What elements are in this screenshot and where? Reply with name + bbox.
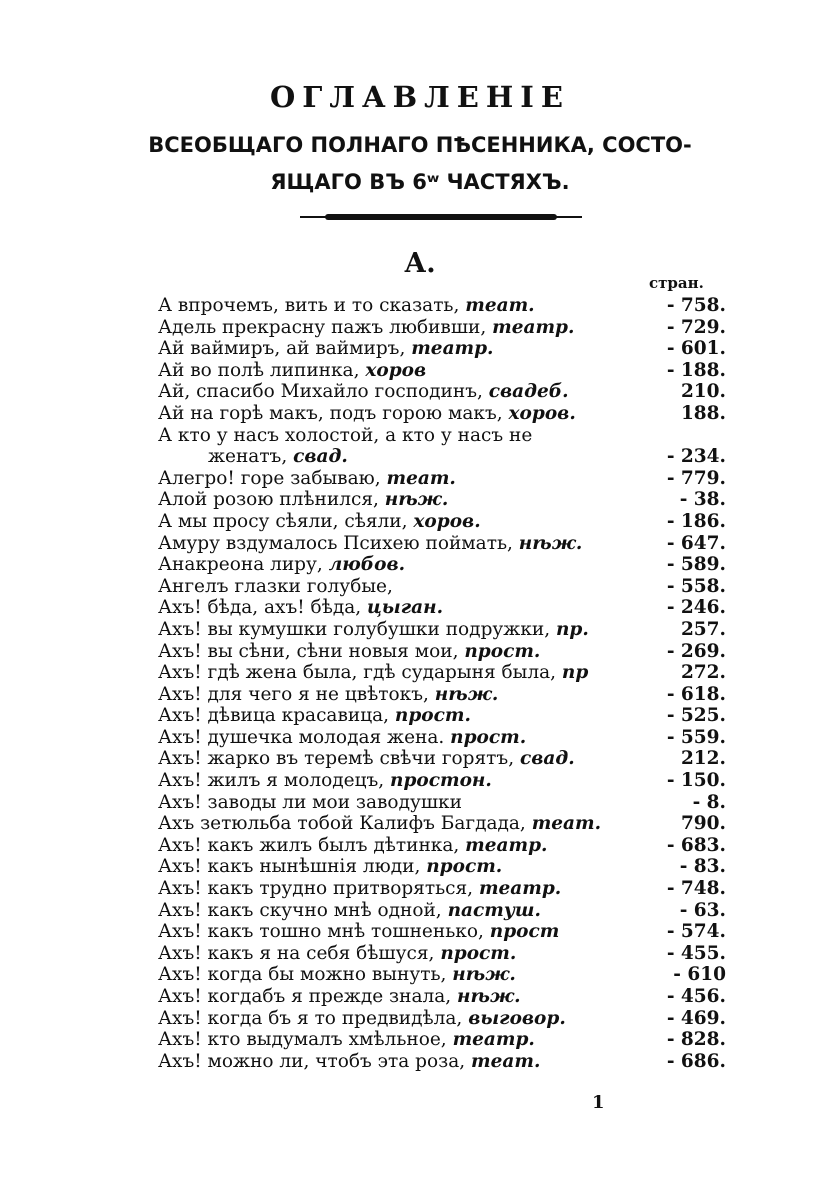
index-entries <box>158 295 728 1072</box>
index-entry <box>158 684 728 706</box>
entry-page-number: - 683. <box>666 834 726 856</box>
entry-title: Ай во полѣ липинка, <box>158 359 360 381</box>
index-entry <box>158 964 728 986</box>
index-entry <box>158 576 728 598</box>
entry-title: Алой розою плѣнился, <box>158 489 379 511</box>
entry-title: Ахъ! какъ я на себя бѣшуся, <box>158 942 435 964</box>
entry-title: Ай, спасибо Михайло господинъ, <box>158 381 483 403</box>
entry-genre: прост. <box>394 705 471 727</box>
entry-title: Ахъ! можно ли, чтобъ эта роза, <box>158 1050 466 1072</box>
entry-title: Ахъ! какъ нынѣшнія люди, <box>158 856 421 878</box>
index-entry <box>158 403 728 425</box>
entry-page-number: 212. <box>680 748 726 770</box>
entry-title: Анакреона лиру, <box>158 554 323 576</box>
entry-page-number: - 150. <box>666 770 726 792</box>
entry-genre: театр. <box>465 834 548 856</box>
entry-page-number: - 455. <box>666 942 726 964</box>
index-entry <box>158 597 728 619</box>
index-entry <box>158 662 728 684</box>
index-entry <box>158 900 728 922</box>
index-entry <box>158 921 728 943</box>
index-entry <box>158 835 728 857</box>
entry-title: Ахъ! душечка молодая жена. <box>158 726 445 748</box>
index-entry <box>158 813 728 835</box>
entry-page-number: - 188. <box>666 359 726 381</box>
entry-genre: прост. <box>426 856 503 878</box>
subtitle-line-2: ЯЩАГО ВЪ 6ʷ ЧАСТЯХЪ. <box>270 170 570 194</box>
entry-page-number: - 779. <box>666 467 726 489</box>
index-entry <box>158 1008 728 1030</box>
entry-page-number: 210. <box>680 381 726 403</box>
entry-genre: нѣж. <box>434 683 499 705</box>
index-entry <box>158 705 728 727</box>
entry-page-number: - 748. <box>666 878 726 900</box>
index-entry <box>158 360 728 382</box>
entry-page-number: - 828. <box>666 1029 726 1051</box>
entry-title: женатъ, <box>208 446 288 468</box>
entry-genre: хоров. <box>508 402 576 424</box>
entry-title: Ахъ! гдѣ жена была, гдѣ сударыня была, <box>158 662 557 684</box>
index-entry <box>158 295 728 317</box>
entry-genre: прост <box>489 921 560 943</box>
entry-page-number: - 729. <box>666 316 726 338</box>
entry-genre: пастуш. <box>447 899 541 921</box>
entry-page-number: - 559. <box>666 726 726 748</box>
entry-genre: прост. <box>440 942 517 964</box>
entry-page-number: - 456. <box>666 986 726 1007</box>
index-entry <box>158 554 728 576</box>
entry-title: Ай на горѣ макъ, подъ горою макъ, <box>158 402 503 424</box>
index-entry <box>158 641 728 663</box>
index-entry <box>158 425 728 447</box>
entry-title: Ахъ! какъ жилъ былъ дѣтинка, <box>158 834 460 856</box>
entry-page-number: 257. <box>680 618 726 640</box>
entry-title: Ахъ! какъ трудно притворяться, <box>158 878 474 900</box>
entry-genre: простон. <box>390 770 492 792</box>
entry-genre: нѣж. <box>384 489 449 511</box>
entry-page-number: - 601. <box>666 338 726 360</box>
entry-page-number: - 686. <box>666 1050 726 1072</box>
entry-genre: пр. <box>555 618 589 640</box>
index-entry <box>158 1051 728 1073</box>
index-entry <box>158 317 728 339</box>
index-entry <box>158 770 728 792</box>
entry-title: Адель прекрасну пажъ любивши, <box>158 316 487 338</box>
entry-page-number: - 83. <box>679 856 726 878</box>
entry-title: Ахъ! когда бы можно вынуть, <box>158 964 447 986</box>
entry-title: Ахъ! кто выдумалъ хмѣльное, <box>158 1029 447 1051</box>
index-entry <box>158 986 728 1008</box>
entry-title: А кто у насъ холостой, а кто у насъ не <box>158 424 533 446</box>
page-title: ОГЛАВЛЕНІЕ <box>270 80 570 114</box>
entry-page-number: - 589. <box>666 554 726 576</box>
entry-title: Ахъ! жилъ я молодецъ, <box>158 770 385 792</box>
entry-title: А мы просу сѣяли, сѣяли, <box>158 510 408 532</box>
entry-page-number: - 186. <box>666 510 726 532</box>
entry-title: Ахъ! для чего я не цвѣтокъ, <box>158 683 429 705</box>
entry-genre: театр. <box>492 316 575 338</box>
entry-genre: прост. <box>464 640 541 662</box>
entry-title: Ахъ зетюльба тобой Калифъ Багдада, <box>158 813 526 835</box>
index-entry <box>158 338 728 360</box>
signature-mark: 1 <box>592 1092 605 1113</box>
entry-page-number: 272. <box>680 662 726 684</box>
index-entry <box>158 1029 728 1051</box>
entry-page-number: - 269. <box>666 640 726 662</box>
index-entry <box>158 533 728 555</box>
entry-title: Ахъ! какъ скучно мнѣ одной, <box>158 899 442 921</box>
entry-page-number: - 234. <box>666 446 726 468</box>
index-entry <box>158 856 728 878</box>
entry-title: Ахъ! жарко въ теремѣ свѣчи горятъ, <box>158 748 515 770</box>
entry-genre: нѣж. <box>457 986 521 1007</box>
index-entry <box>158 748 728 770</box>
entry-title: Ангелъ глазки голубые, <box>158 575 393 597</box>
index-entry <box>158 792 728 814</box>
entry-page-number: - 618. <box>666 683 726 705</box>
entry-genre: теат. <box>465 295 535 316</box>
entry-genre: прост. <box>450 726 527 748</box>
entry-genre: свад. <box>519 748 575 770</box>
entry-title: Ай ваймиръ, ай ваймиръ, <box>158 338 406 360</box>
ornamental-rule <box>325 214 557 220</box>
entry-genre: теат. <box>531 813 602 835</box>
entry-title: Ахъ! вы сѣни, сѣни новыя мои, <box>158 640 459 662</box>
index-entry <box>158 468 728 490</box>
entry-page-number: - 525. <box>666 705 726 727</box>
index-entry <box>158 727 728 749</box>
index-entry <box>158 446 728 468</box>
entry-genre: любов. <box>328 554 406 576</box>
entry-page-number: - 8. <box>692 791 726 813</box>
index-entry <box>158 878 728 900</box>
page-column-header: стран. <box>649 274 704 292</box>
entry-title: Ахъ! заводы ли мои заводушки <box>158 791 462 813</box>
subtitle-line-1: ВСЕОБЩАГО ПОЛНАГО ПѢСЕННИКА, СОСТО- <box>148 133 692 157</box>
entry-title: Ахъ! какъ тошно мнѣ тошненько, <box>158 921 484 943</box>
entry-page-number: - 38. <box>679 489 726 511</box>
entry-title: А впрочемъ, вить и то сказать, <box>158 295 460 316</box>
entry-genre: нѣж. <box>518 532 583 554</box>
entry-genre: театр. <box>452 1029 535 1051</box>
entry-title: Алегро! горе забываю, <box>158 467 381 489</box>
entry-page-number: 188. <box>680 402 726 424</box>
entry-title: Ахъ! бѣда, ахъ! бѣда, <box>158 597 362 619</box>
entry-genre: нѣж. <box>452 964 516 986</box>
entry-genre: хоров. <box>413 510 481 532</box>
entry-page-number: - 610 <box>673 964 726 986</box>
entry-genre: театр. <box>411 338 494 360</box>
entry-page-number: - 647. <box>666 532 726 554</box>
index-entry <box>158 619 728 641</box>
entry-genre: пр <box>561 662 589 684</box>
index-entry <box>158 489 728 511</box>
index-entry <box>158 511 728 533</box>
entry-page-number: - 574. <box>666 921 726 943</box>
entry-title: Ахъ! когдабъ я прежде знала, <box>158 986 452 1007</box>
entry-genre: выговор. <box>468 1007 566 1029</box>
index-entry <box>158 381 728 403</box>
entry-genre: свад. <box>293 446 348 468</box>
entry-genre: хоров <box>365 359 427 381</box>
entry-page-number: - 246. <box>666 597 726 619</box>
entry-page-number: - 63. <box>679 899 726 921</box>
entry-genre: теат. <box>471 1050 541 1072</box>
entry-genre: цыган. <box>367 597 444 619</box>
entry-title: Ахъ! дѣвица красавица, <box>158 705 390 727</box>
entry-page-number: - 558. <box>666 575 726 597</box>
entry-genre: театр. <box>478 878 562 900</box>
entry-title: Амуру вздумалось Психею поймать, <box>158 532 513 554</box>
entry-genre: теат. <box>386 467 456 489</box>
entry-title: Ахъ! вы кумушки голубушки подружки, <box>158 618 551 640</box>
entry-page-number: - 758. <box>666 295 726 316</box>
entry-genre: свадеб. <box>488 381 569 403</box>
ornamental-rule-right <box>552 216 582 218</box>
entry-page-number: - 469. <box>666 1007 726 1029</box>
entry-page-number: 790. <box>680 813 726 835</box>
section-letter: А. <box>404 248 436 279</box>
index-entry <box>158 943 728 965</box>
entry-title: Ахъ! когда бъ я то предвидѣла, <box>158 1007 463 1029</box>
